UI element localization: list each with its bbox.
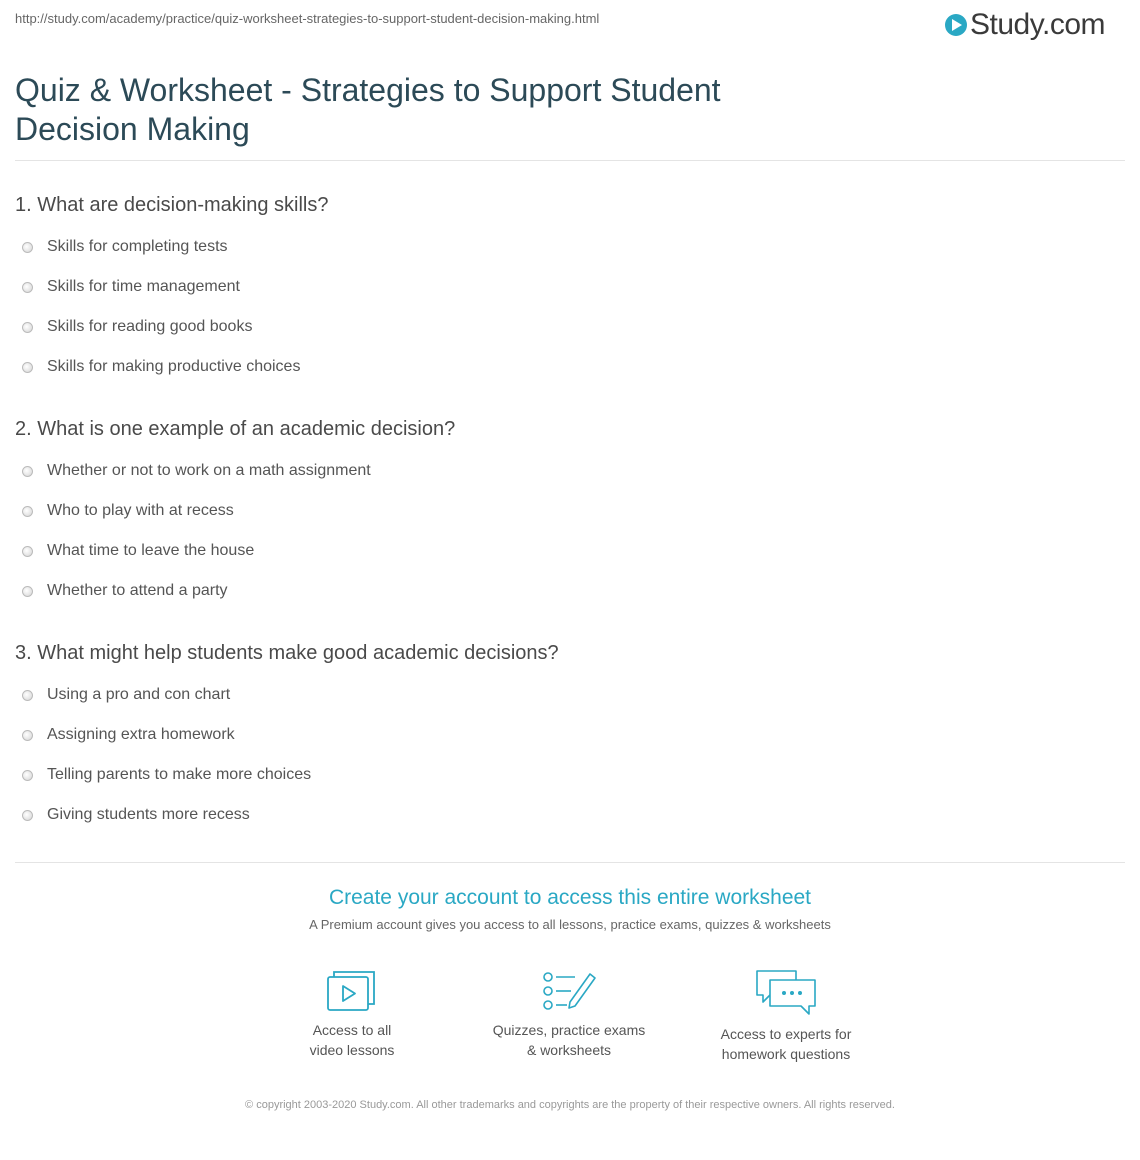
- option-label: Telling parents to make more choices: [47, 766, 312, 783]
- play-logo-icon: [945, 14, 967, 36]
- radio-button[interactable]: [22, 322, 33, 333]
- chat-bubbles-icon: [754, 968, 818, 1018]
- answer-option[interactable]: [22, 542, 254, 560]
- create-account-link[interactable]: Create your account to access this entire worksheet: [328, 886, 812, 909]
- radio-button[interactable]: [22, 586, 33, 597]
- radio-button[interactable]: [22, 810, 33, 821]
- video-lesson-icon: [326, 968, 378, 1014]
- logo-text: Study.com: [970, 8, 1105, 41]
- answer-option[interactable]: [22, 462, 371, 480]
- answer-option[interactable]: [22, 318, 252, 336]
- answer-option[interactable]: [22, 686, 230, 704]
- feature-label: Access to experts for homework questions: [720, 1026, 852, 1062]
- option-label: Whether or not to work on a math assignment: [47, 462, 371, 479]
- radio-button[interactable]: [22, 242, 33, 253]
- feature-label: Access to all video lessons: [309, 1022, 395, 1058]
- option-label: Whether to attend a party: [47, 582, 228, 599]
- cta-subtitle: A Premium account gives you access to all lessons, practice exams, quizzes & worksheets: [309, 917, 831, 932]
- answer-option[interactable]: [22, 238, 228, 256]
- option-label: Using a pro and con chart: [47, 686, 231, 703]
- answer-option[interactable]: [22, 502, 234, 520]
- answer-option[interactable]: [22, 766, 311, 784]
- option-label: Skills for completing tests: [47, 238, 228, 255]
- divider: [15, 862, 1125, 863]
- radio-button[interactable]: [22, 466, 33, 477]
- divider: [15, 160, 1125, 161]
- option-label: Skills for time management: [47, 278, 240, 295]
- answer-option[interactable]: [22, 358, 300, 376]
- radio-button[interactable]: [22, 506, 33, 517]
- radio-button[interactable]: [22, 362, 33, 373]
- feature-label: Quizzes, practice exams & worksheets: [492, 1022, 646, 1058]
- answer-option[interactable]: [22, 806, 250, 824]
- copyright-text: © copyright 2003-2020 Study.com. All other trademarks and copyrights are the property of their respective owners. All rights reserved.: [245, 1099, 895, 1111]
- radio-button[interactable]: [22, 690, 33, 701]
- page-url: http://study.com/academy/practice/quiz-worksheet-strategies-to-support-student-decision-making.html: [15, 11, 600, 26]
- option-label: Giving students more recess: [47, 806, 250, 823]
- answer-option[interactable]: [22, 582, 228, 600]
- feature-experts: [686, 968, 886, 1064]
- option-label: Skills for making productive choices: [47, 358, 301, 375]
- feature-quizzes: [469, 968, 669, 1060]
- study-logo[interactable]: [945, 8, 1105, 42]
- question-1: 1. What are decision-making skills?: [15, 194, 329, 216]
- quiz-checklist-icon: [541, 968, 597, 1014]
- answer-option[interactable]: [22, 726, 235, 744]
- option-label: Assigning extra homework: [47, 726, 235, 743]
- question-2: 2. What is one example of an academic decision?: [15, 418, 456, 440]
- feature-video-lessons: [252, 968, 452, 1060]
- question-3: 3. What might help students make good academic decisions?: [15, 642, 559, 664]
- answer-option[interactable]: [22, 278, 240, 296]
- option-label: What time to leave the house: [47, 542, 255, 559]
- radio-button[interactable]: [22, 770, 33, 781]
- option-label: Skills for reading good books: [47, 318, 253, 335]
- radio-button[interactable]: [22, 730, 33, 741]
- radio-button[interactable]: [22, 282, 33, 293]
- page-title: Quiz & Worksheet - Strategies to Support Student Decision Making: [15, 72, 721, 147]
- option-label: Who to play with at recess: [47, 502, 234, 519]
- radio-button[interactable]: [22, 546, 33, 557]
